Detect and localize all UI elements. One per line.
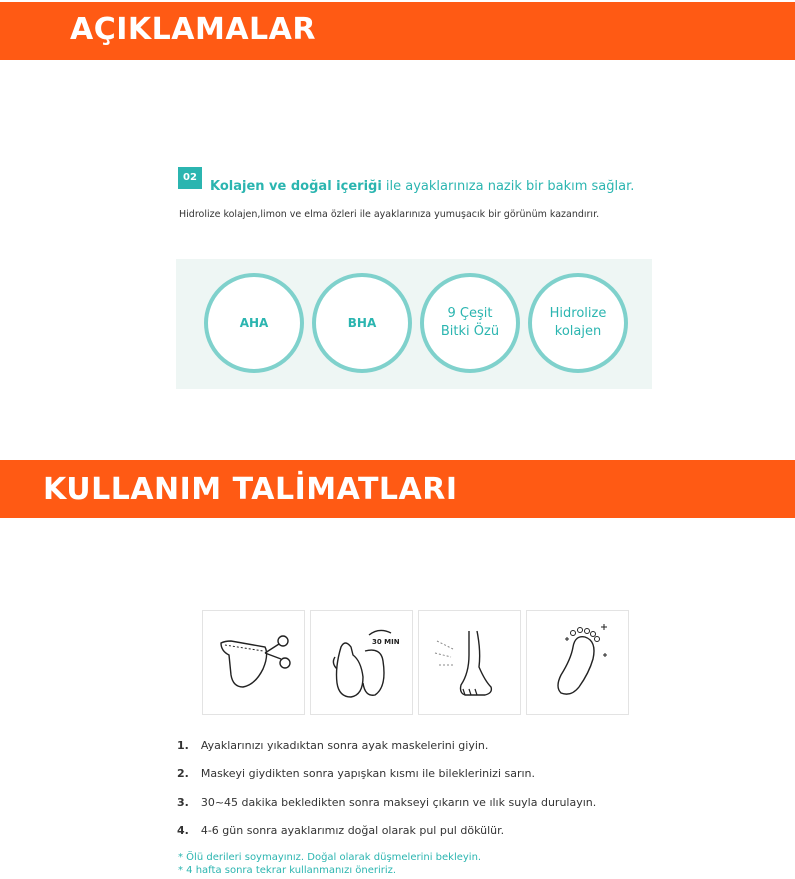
instruction-number: 2.: [177, 767, 189, 780]
step-illustration-4: [526, 610, 629, 715]
feature-headline: [210, 179, 634, 194]
ingredient-label-line2: Bitki Özü: [440, 324, 500, 339]
instruction-2: [177, 767, 535, 780]
ingredient-circle-bha: [312, 273, 412, 373]
ingredient-circle-aha: [204, 273, 304, 373]
ingredient-circle-collagen: [528, 273, 628, 373]
ingredient-label-line2: kolajen: [554, 324, 602, 339]
ingredient-label-line1: Hidrolize: [549, 306, 607, 322]
usage-banner: [0, 460, 795, 518]
feature-subtext: Hidrolize kolajen,limon ve elma özleri ile ayaklarınıza yumuşacık bir görünüm kazandırır.: [179, 209, 600, 220]
instruction-3: [177, 796, 596, 809]
step-illustration-3: [418, 610, 521, 715]
instruction-text: 30~45 dakika bekledikten sonra makseyi çıkarın ve ılık suyla durulayın.: [200, 796, 597, 809]
ingredient-label: BHA: [347, 315, 377, 330]
ingredient-label-line1: 9 Çeşit: [447, 306, 493, 322]
feature-number-badge: 02: [178, 167, 202, 189]
timer-label: 30 MIN: [372, 638, 400, 646]
feet-in-mask-30min-icon: [311, 611, 412, 714]
instruction-number: 1.: [177, 739, 189, 752]
foot-rinse-icon: [419, 611, 520, 714]
instruction-4: [177, 824, 504, 837]
feature-headline-rest: ile ayaklarınıza nazik bir bakım sağlar.: [381, 179, 635, 194]
description-banner: [0, 2, 795, 60]
instruction-number: 3.: [177, 796, 189, 809]
instruction-text: 4-6 gün sonra ayaklarımız doğal olarak pul pul dökülür.: [200, 824, 505, 837]
instruction-text: Ayaklarınızı yıkadıktan sonra ayak maskelerini giyin.: [200, 739, 489, 752]
ingredient-circle-plant-extract: [420, 273, 520, 373]
instruction-1: [177, 739, 488, 752]
step-illustration-1: [202, 610, 305, 715]
step-illustration-2: [310, 610, 413, 715]
usage-title: KULLANIM TALİMATLARI: [43, 472, 458, 507]
ingredients-panel: [176, 259, 652, 389]
smooth-foot-icon: [527, 611, 628, 714]
instruction-number: 4.: [177, 824, 189, 837]
note-1: * Ölü derileri soymayınız. Doğal olarak düşmelerini bekleyin.: [178, 852, 482, 863]
note-2: * 4 hafta sonra tekrar kullanmanızı öneririz.: [178, 865, 397, 876]
feature-headline-bold: Kolajen ve doğal içeriği: [210, 179, 382, 194]
scissors-cut-mask-icon: [203, 611, 304, 714]
ingredient-label: AHA: [239, 315, 269, 330]
instruction-text: Maskeyi giydikten sonra yapışkan kısmı ile bileklerinizi sarın.: [200, 767, 536, 780]
description-title: AÇIKLAMALAR: [70, 12, 316, 47]
